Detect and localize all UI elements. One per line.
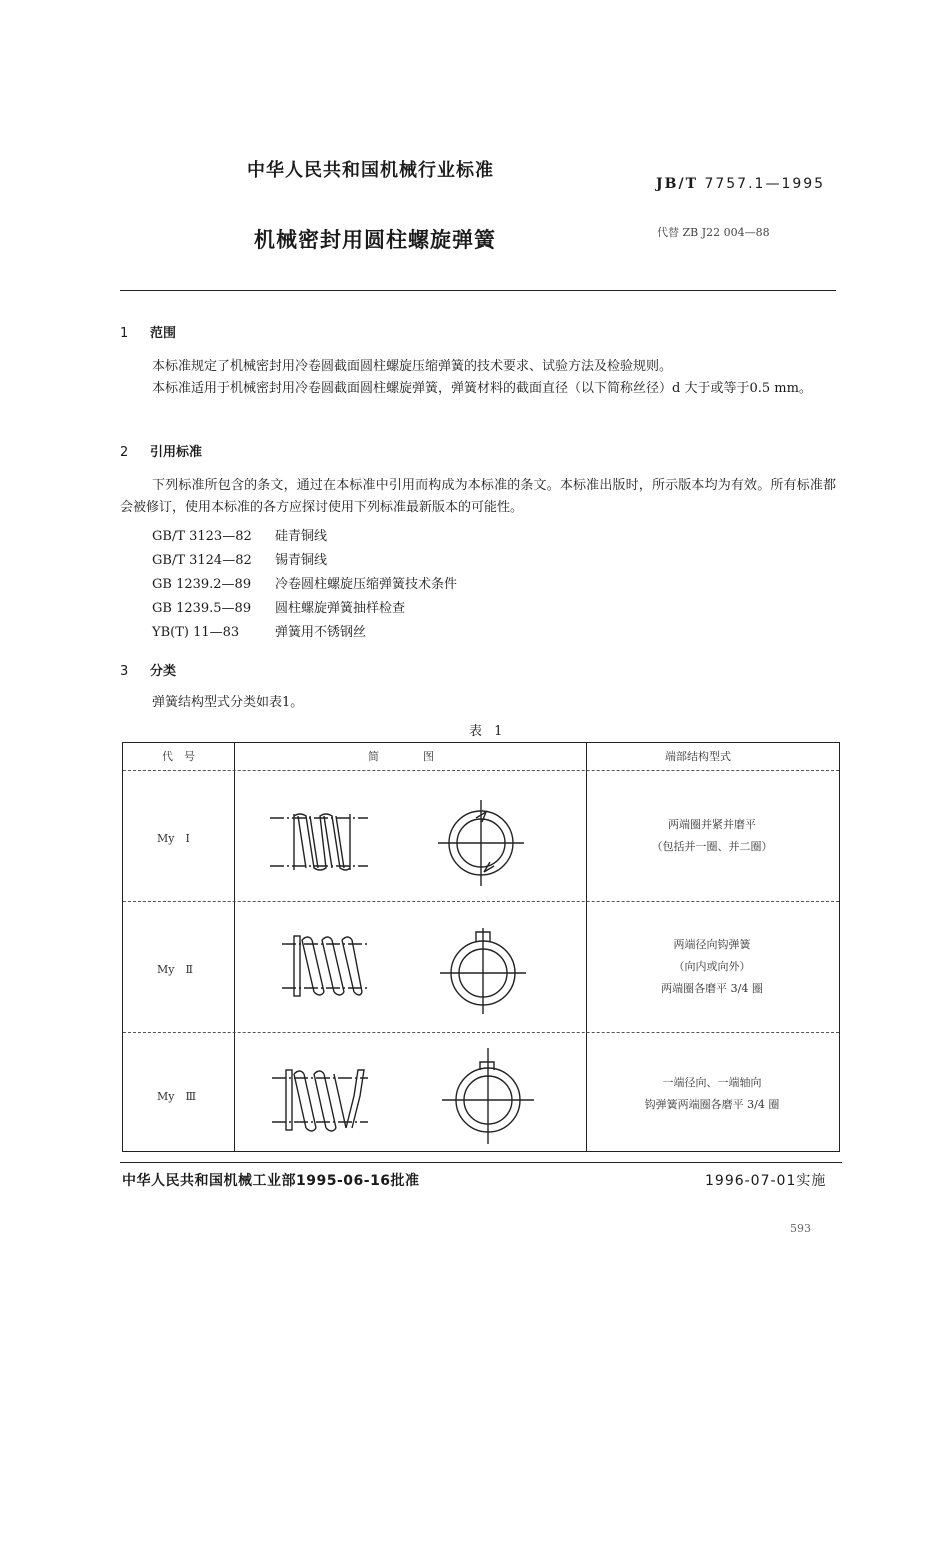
table-row-divider <box>123 901 839 902</box>
table-row-description: 两端圈并紧并磨平 （包括并一圈、并二圈） <box>651 818 773 853</box>
spring-side-view-my1 <box>270 806 380 878</box>
reference-item: YB(T) 11—83 弹簧用不锈钢丝 <box>152 625 367 640</box>
section-2-para-1: 下列标准所包含的条文，通过在本标准中引用而构成为本标准的条文。本标准出版时，所示版本均为有效。所有标准都会被修订，使用本标准的各方应探讨使用下列标准最新版本的可能性。 <box>120 478 836 515</box>
table-row-description: 一端径向、一端轴向 钩弹簧两端圈各磨平 3/4 圈 <box>644 1076 780 1111</box>
reference-item: GB/T 3123—82 硅青铜线 <box>152 529 328 544</box>
footer-divider <box>120 1162 842 1163</box>
implementation-date: 1996-07-01实施 <box>705 1173 827 1189</box>
header-divider <box>120 290 836 291</box>
standard-prefix: JB/T <box>656 176 698 192</box>
section-2-heading: 2 引用标准 <box>120 445 203 460</box>
approval-note: 中华人民共和国机械工业部1995-06-16批准 <box>122 1173 420 1189</box>
standard-code: 7757.1—1995 <box>704 176 826 192</box>
reference-item: GB/T 3124—82 锡青铜线 <box>152 553 328 568</box>
reference-item: GB 1239.5—89 圆柱螺旋弹簧抽样检查 <box>152 601 406 616</box>
table-header-divider <box>123 770 839 771</box>
section-3-para-1: 弹簧结构型式分类如表1。 <box>152 695 304 710</box>
table-row-code: My Ⅰ <box>157 832 190 845</box>
table-row-description: 两端径向钩弹簧 （向内或向外） 两端圈各磨平 3/4 圈 <box>661 938 763 995</box>
spring-end-view-my3 <box>438 1048 538 1144</box>
table-row-divider <box>123 1032 839 1033</box>
section-3-heading: 3 分类 <box>120 664 177 679</box>
table-column-divider <box>234 742 235 1152</box>
reference-item: GB 1239.2—89 冷卷圆柱螺旋压缩弹簧技术条件 <box>152 577 458 592</box>
spring-side-view-my2 <box>282 930 382 1002</box>
section-1-para-1: 本标准规定了机械密封用冷卷圆截面圆柱螺旋压缩弹簧的技术要求、试验方法及检验规则。 <box>152 359 673 374</box>
table-header-end-type: 端部结构型式 <box>665 750 731 763</box>
replaces-note: 代替 ZB J22 004—88 <box>657 226 770 239</box>
table-row-code: My Ⅱ <box>157 963 193 976</box>
document-title: 机械密封用圆柱螺旋弹簧 <box>254 228 496 252</box>
table-caption: 表 1 <box>469 724 507 739</box>
standard-number <box>656 176 825 192</box>
issuing-authority: 中华人民共和国机械行业标准 <box>247 160 494 181</box>
table-column-divider <box>586 742 587 1152</box>
table-header-code: 代 号 <box>162 750 195 763</box>
spring-side-view-my3 <box>272 1056 376 1138</box>
section-1-heading: 1 范围 <box>120 326 177 341</box>
section-1-para-2: 本标准适用于机械密封用冷卷圆截面圆柱螺旋弹簧，弹簧材料的截面直径（以下简称丝径）d 大于或等于0.5 mm。 <box>152 381 812 396</box>
page-number: 593 <box>790 1222 811 1235</box>
spring-end-view-my1 <box>438 800 524 886</box>
table-header-diagram: 简 图 <box>368 750 434 763</box>
spring-end-view-my2 <box>440 928 526 1014</box>
table-row-code: My Ⅲ <box>157 1090 197 1103</box>
